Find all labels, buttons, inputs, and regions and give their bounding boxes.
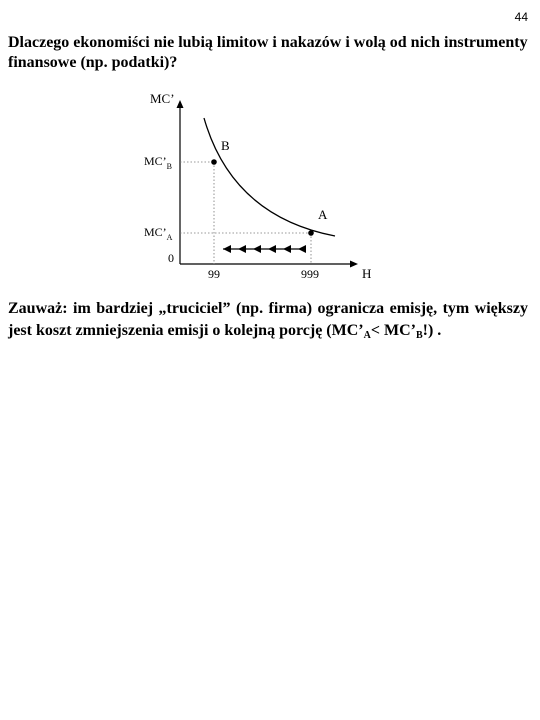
note-sub-a: A [363, 330, 371, 341]
reduction-arrowhead [268, 245, 276, 253]
point-b [211, 159, 217, 165]
page-number: 44 [514, 10, 528, 24]
marginal-cost-curve [204, 118, 335, 236]
point-a-label: A [318, 207, 328, 222]
note-mid: < MC’ [370, 322, 416, 339]
reduction-arrowhead [223, 245, 231, 253]
x-axis-label: H [362, 266, 372, 280]
marginal-cost-diagram [130, 88, 390, 280]
x-axis-arrowhead [350, 261, 358, 268]
x-tick-999: 999 [301, 267, 319, 280]
page-heading: Dlaczego ekonomiści nie lubią limitow i nakazów i wolą od nich instrumenty finansowe (np. podatki)? [8, 34, 528, 71]
reduction-arrowhead [298, 245, 306, 253]
note-sub-b: B [415, 330, 423, 341]
marginal-cost-figure [130, 88, 390, 280]
reduction-arrowhead [283, 245, 291, 253]
y-tick-mc-a: $MC’_A$ [144, 225, 173, 242]
y-tick-mc-b: $MC’_B$ [144, 154, 173, 171]
x-tick-99: 99 [208, 267, 220, 280]
note-end: !) . [422, 322, 442, 339]
note-paragraph [8, 298, 528, 342]
reduction-arrowhead [238, 245, 246, 253]
reduction-arrowhead [253, 245, 261, 253]
note-intro: Zauważ: im bardziej „truciciel” (np. firma) ogranicza emisję, tym większy jest koszt zmniejszenia emisji o kolejną porcję (MC’ [8, 300, 528, 339]
y-axis-arrowhead [177, 100, 184, 108]
point-a [308, 230, 314, 236]
y-axis-label: MC’ [150, 91, 175, 106]
point-b-label: B [221, 138, 230, 153]
origin-label: 0 [168, 251, 174, 265]
